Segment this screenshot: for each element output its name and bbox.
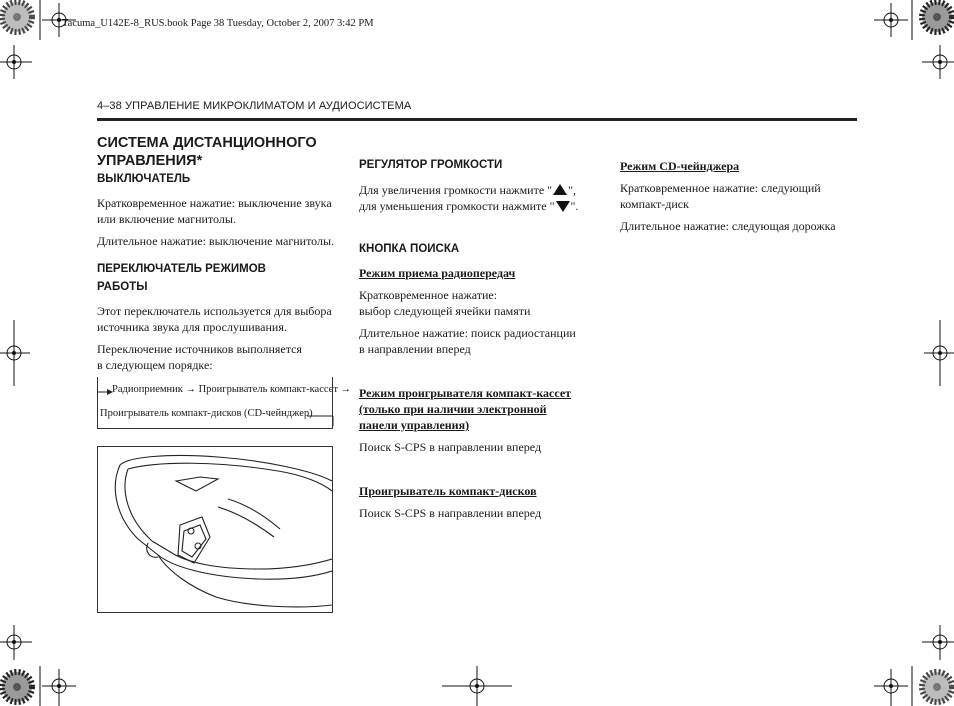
switch-paragraph-1: Кратковременное нажатие: выключение звука или включение магнитолы. xyxy=(97,196,332,226)
volume-paragraph: Для увеличения громкости нажмите " ", для уменьшения громкости нажмите " ". xyxy=(359,183,579,213)
starburst-target-top-left xyxy=(2,2,32,32)
radio-paragraph-1: Кратковременное нажатие: выбор следующей ячейки памяти xyxy=(359,288,531,318)
section-title: СИСТЕМА ДИСТАНЦИОННОГО УПРАВЛЕНИЯ* xyxy=(97,135,317,169)
starburst-target-bottom-left xyxy=(2,672,32,702)
mode-switch-heading: ПЕРЕКЛЮЧАТЕЛЬ РЕЖИМОВ РАБОТЫ xyxy=(97,263,266,293)
source-order-line-1: Радиоприемник → Проигрыватель компакт-кассет → xyxy=(112,384,352,395)
registration-mark-left-lower xyxy=(0,625,32,660)
volume-heading: РЕГУЛЯТОР ГРОМКОСТИ xyxy=(359,159,503,171)
starburst-target-bottom-right xyxy=(922,672,952,702)
cd-player-heading: Проигрыватель компакт-дисков xyxy=(359,484,537,498)
print-file-info: Tacuma_U142E-8_RUS.book Page 38 Tuesday, October 2, 2007 3:42 PM xyxy=(62,18,374,29)
header-rule xyxy=(97,118,857,121)
page-header: 4–38 УПРАВЛЕНИЕ МИКРОКЛИМАТОМ И АУДИОСИСТЕМА xyxy=(97,100,412,112)
switch-paragraph-2: Длительное нажатие: выключение магнитолы. xyxy=(97,234,335,248)
volume-up-icon xyxy=(553,184,567,195)
cd-changer-heading: Режим CD-чейнджера xyxy=(620,159,740,173)
cd-changer-paragraph-1: Кратковременное нажатие: следующий компакт-диск xyxy=(620,181,821,211)
source-order-box xyxy=(97,377,333,429)
mode-paragraph-1: Этот переключатель используется для выбора источника звука для прослушивания. xyxy=(97,304,332,334)
steering-wheel-illustration xyxy=(97,446,333,613)
cd-player-paragraph: Поиск S-CPS в направлении вперед xyxy=(359,506,542,520)
cassette-paragraph: Поиск S-CPS в направлении вперед xyxy=(359,440,542,454)
starburst-target-top-right xyxy=(922,2,952,32)
cd-changer-paragraph-2: Длительное нажатие: следующая дорожка xyxy=(620,219,836,233)
radio-paragraph-2: Длительное нажатие: поиск радиостанции в направлении вперед xyxy=(359,326,576,356)
registration-mark-right-lower xyxy=(922,625,954,660)
search-heading: КНОПКА ПОИСКА xyxy=(359,243,460,255)
switch-heading: ВЫКЛЮЧАТЕЛЬ xyxy=(97,173,191,185)
source-order-line-2: Проигрыватель компакт-дисков (CD-чейнджер) xyxy=(100,408,313,419)
radio-mode-heading: Режим приема радиопередач xyxy=(359,266,516,280)
steering-wheel-drawing xyxy=(98,447,333,613)
mode-paragraph-2: Переключение источников выполняется в следующем порядке: xyxy=(97,342,302,372)
cassette-mode-heading: Режим проигрывателя компакт-кассет (только при наличии электронной панели управления) xyxy=(359,386,572,432)
volume-down-icon xyxy=(556,201,570,212)
